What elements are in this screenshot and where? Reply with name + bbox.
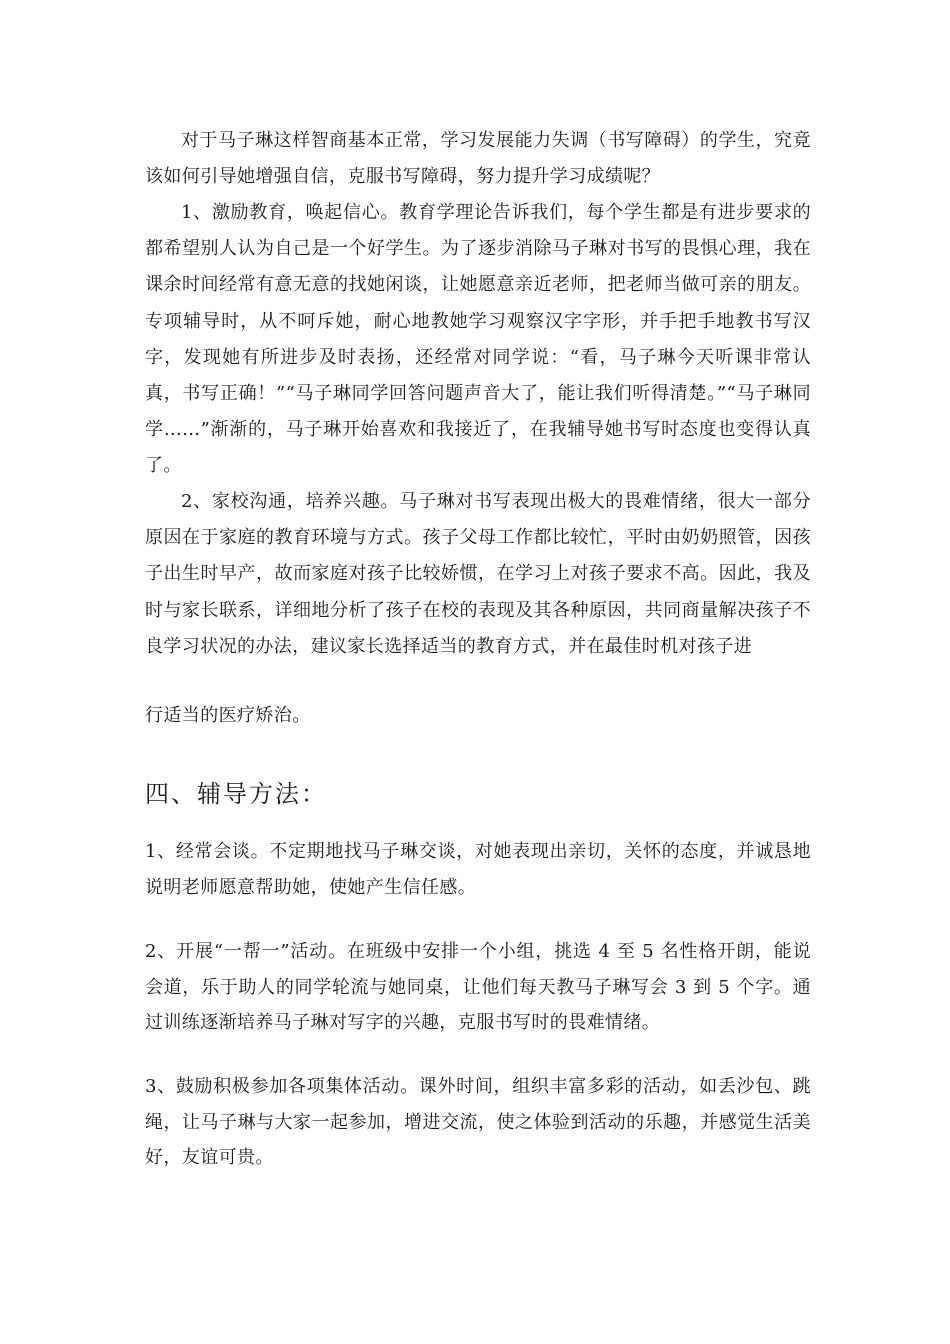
- section-heading: 四、辅导方法：: [145, 780, 327, 808]
- intro-paragraph: 对于马子琳这样智商基本正常，学习发展能力失调（书写障碍）的学生，究竟该如何引导她增强自信，克服书写障碍，努力提升学习成绩呢？: [145, 130, 811, 187]
- method-3-paragraph: 3、鼓励积极参加各项集体活动。课外时间，组织丰富多彩的活动，如丢沙包、跳绳，让马子琳与大家一起参加，增进交流，使之体验到活动的乐趣，并感觉生活美好，友谊可贵。: [145, 1076, 811, 1168]
- method-2-paragraph: 2、开展“一帮一”活动。在班级中安排一个小组，挑选 4 至 5 名性格开朗，能说会道，乐于助人的同学轮流与她同桌，让他们每天教马子琳写会 3 到 5 个字。通过训练逐渐培养马子琳对写字的兴趣，克服书写时的畏难情绪。: [145, 941, 811, 1033]
- strategy-2-paragraph: 2、家校沟通，培养兴趣。马子琳对书写表现出极大的畏难情绪，很大一部分原因在于家庭的教育环境与方式。孩子父母工作都比较忙，平时由奶奶照管，因孩子出生时早产，故而家庭对孩子比较娇惯，在学习上对孩子要求不高。因此，我及时与家长联系，详细地分析了孩子在校的表现及其各种原因，共同商量解决孩子不良学习状况的办法，建议家长选择适当的教育方式，并在最佳时机对孩子进: [145, 491, 811, 657]
- method-1-paragraph: 1、经常会谈。不定期地找马子琳交谈，对她表现出亲切，关怀的态度，并诚恳地说明老师愿意帮助她，使她产生信任感。: [145, 841, 811, 898]
- strategy-2-continuation: 行适当的医疗矫治。: [145, 705, 311, 726]
- strategy-1-paragraph: 1、激励教育，唤起信心。教育学理论告诉我们，每个学生都是有进步要求的都希望别人认为自己是一个好学生。为了逐步消除马子琳对书写的畏惧心理，我在课余时间经常有意无意的找她闲谈，让她愿意亲近老师，把老师当做可亲的朋友。专项辅导时，从不呵斥她，耐心地教她学习观察汉字字形，并手把手地教书写汉字，发现她有所进步及时表扬，还经常对同学说：“看，马子琳今天听课非常认真，书写正确！”“马子琳同学回答问题声音大了，能让我们听得清楚。”“马子琳同学……”渐渐的，马子琳开始喜欢和我接近了，在我辅导她书写时态度也变得认真了。: [145, 202, 811, 477]
